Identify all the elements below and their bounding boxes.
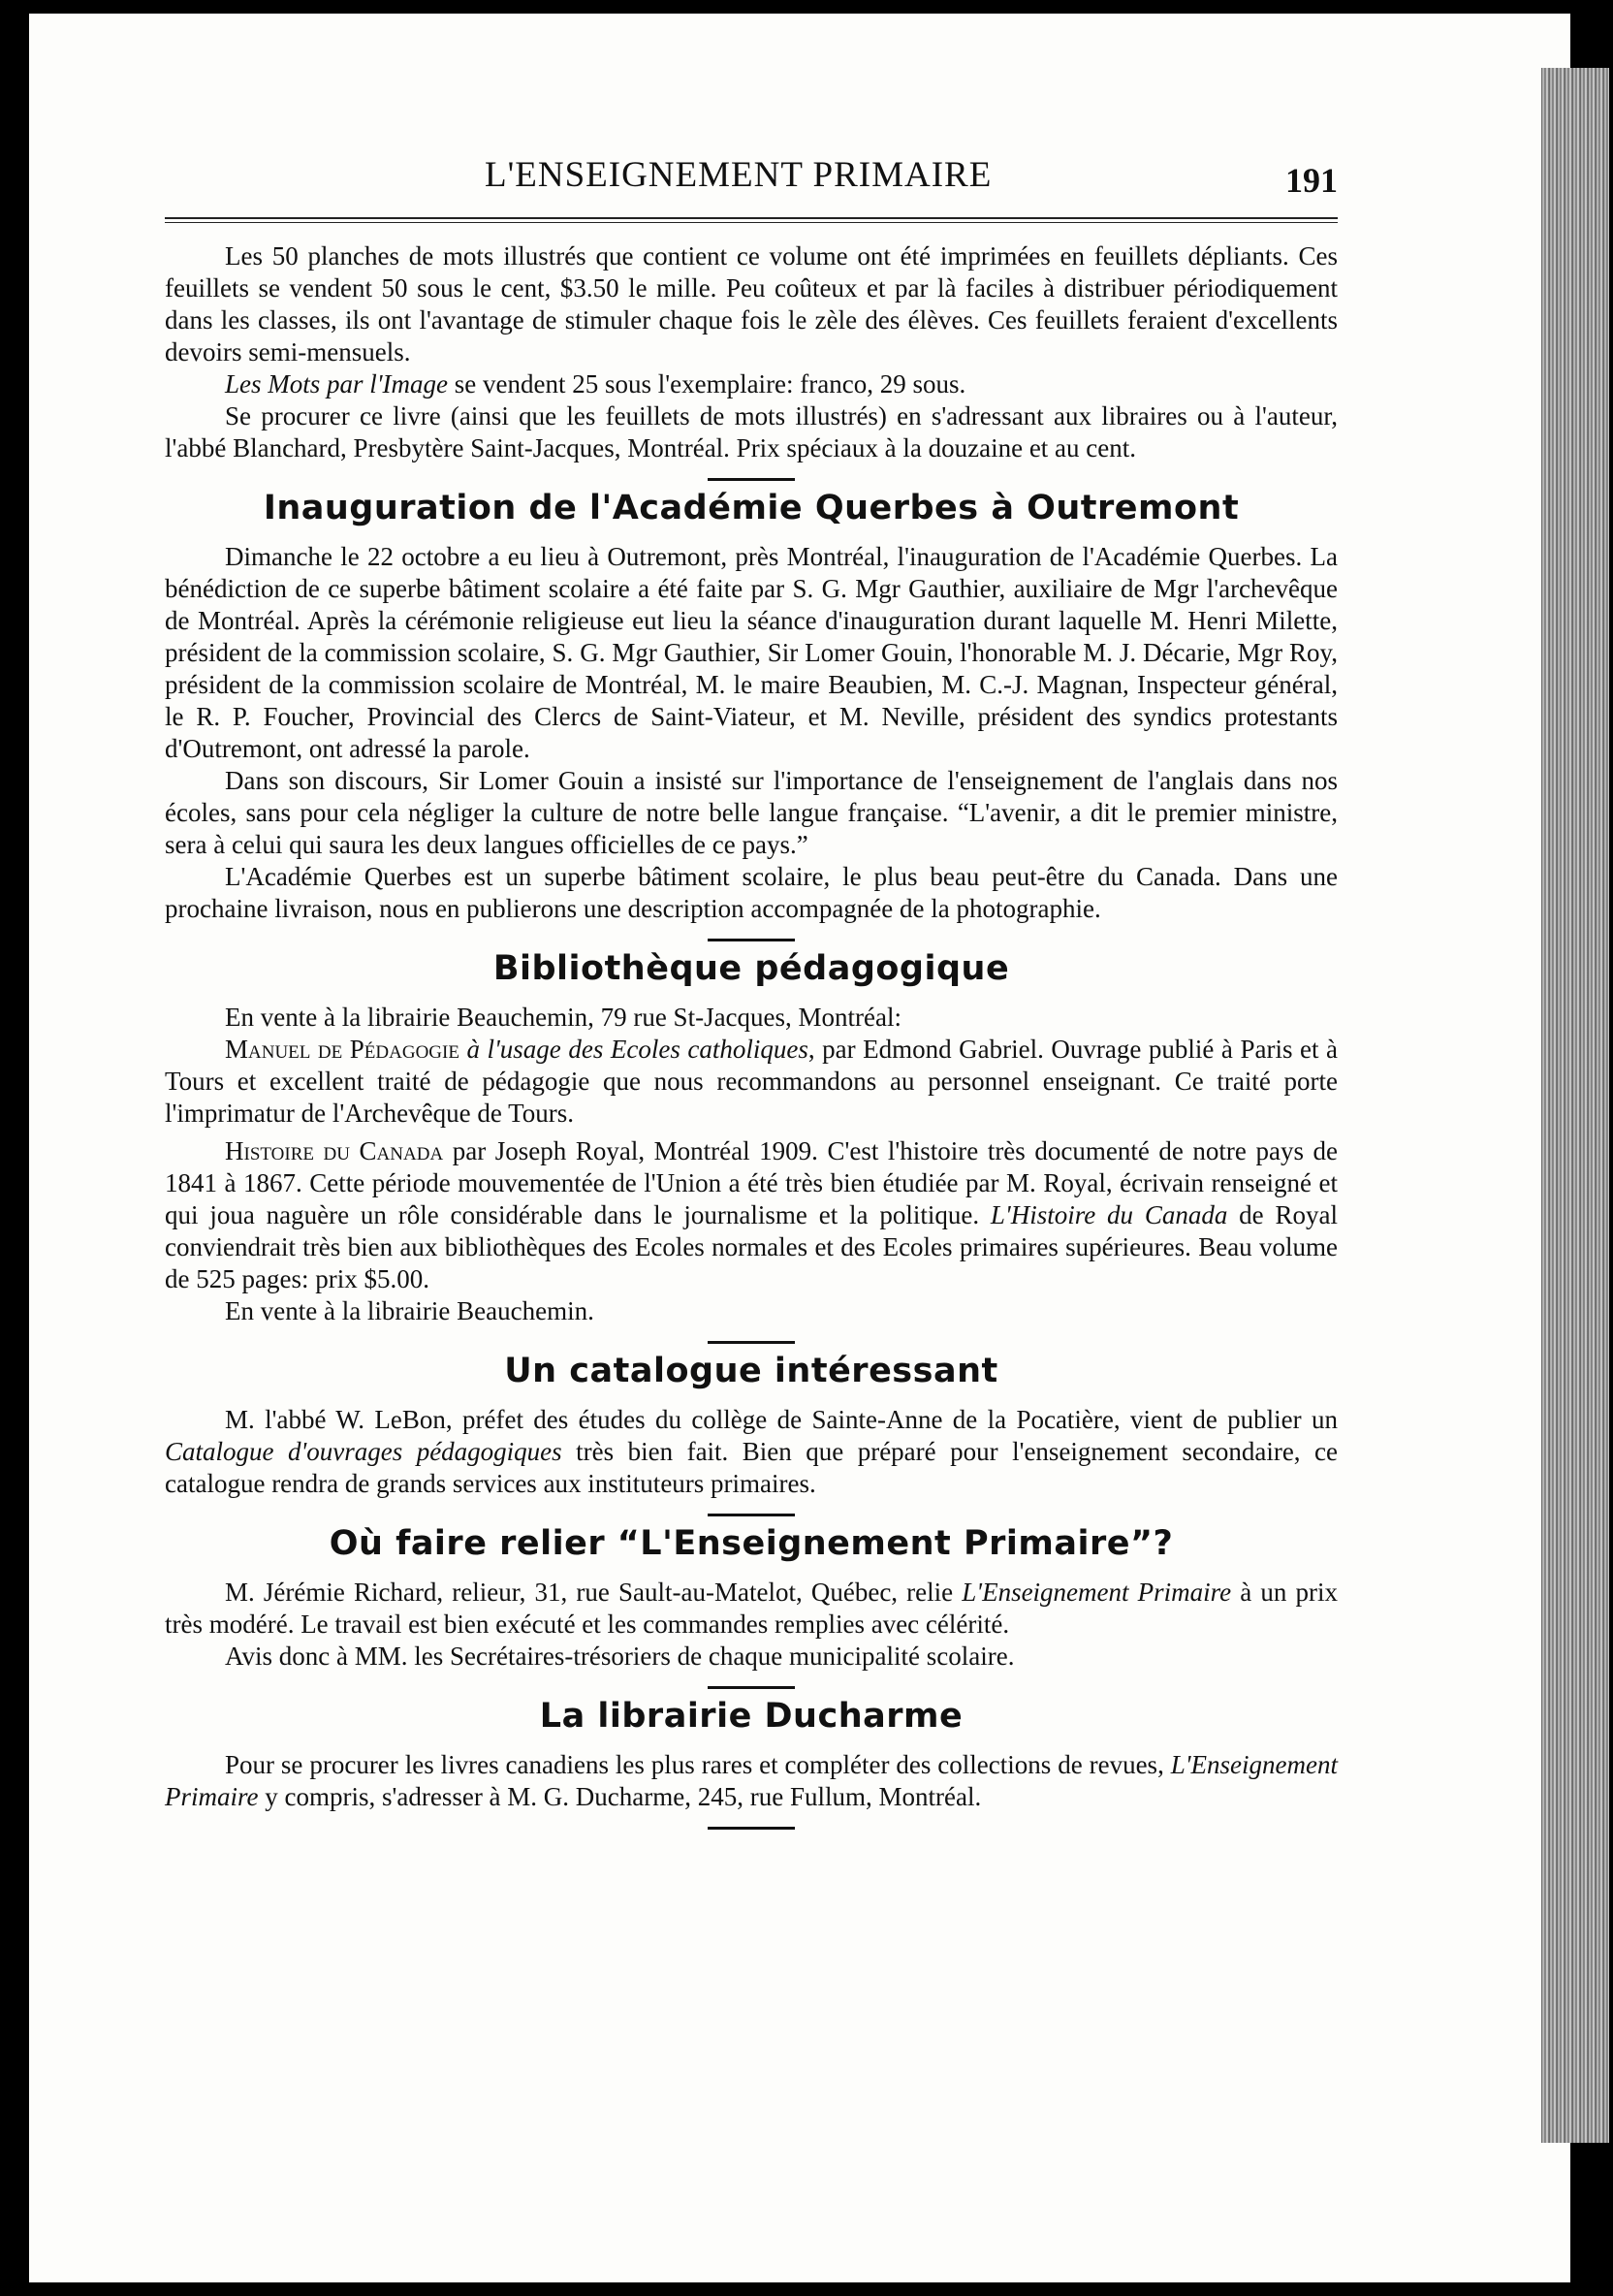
section-title-ducharme: La librairie Ducharme	[539, 1697, 964, 1736]
section-separator	[708, 1341, 795, 1344]
section-separator	[708, 1514, 795, 1516]
running-title: L'ENSEIGNEMENT PRIMAIRE	[485, 155, 993, 195]
intro-paragraph-2	[165, 368, 1338, 400]
bibliotheque-last: En vente à la librairie Beauchemin.	[225, 1296, 594, 1325]
section-title-catalogue: Un catalogue intéressant	[504, 1352, 998, 1390]
catalogue-italic-title: Catalogue d'ouvrages pédagogiques	[165, 1437, 562, 1466]
ducharme-paragraph	[165, 1749, 1338, 1813]
bibliotheque-book-1	[165, 1034, 1338, 1130]
section-separator	[708, 478, 795, 481]
bibliotheque-paragraph-1: En vente à la librairie Beauchemin, 79 rue St-Jacques, Montréal:	[225, 1003, 902, 1032]
relier-text-b: à un prix très modéré. Le travail est bien exécuté et les commandes remplies avec célérité.	[165, 1578, 1339, 1639]
book-1-title: Manuel de Pédagogie	[225, 1035, 459, 1064]
header-rule	[165, 217, 1338, 223]
running-head	[165, 155, 1338, 213]
book-page-edges	[1541, 68, 1609, 2143]
closing-separator	[708, 1827, 795, 1830]
book-2-description-b: de Royal conviendrait très bien aux bibliothèques des Ecoles normales et des Ecoles primaires supérieures. Beau volume de 525 pages: prix $5.00.	[165, 1200, 1338, 1293]
section-title-relier: Où faire relier “L'Enseignement Primaire”?	[329, 1524, 1174, 1563]
book-2-title: Histoire du Canada	[225, 1136, 444, 1165]
book-2-italic-title: L'Histoire du Canada	[990, 1200, 1228, 1229]
book-2-description-a: par Joseph Royal, Montréal 1909. C'est l'histoire très documenté de notre pays de 1841 à 1867. Cette période mouvementée de l'Union a été très bien étudiée par M. Royal, écrivain renseigné et qui joua naguère un rôle considérable dans le journalisme et la politique.	[165, 1136, 1339, 1229]
section-separator	[708, 939, 795, 941]
catalogue-text-b: très bien fait. Bien que préparé pour l'enseignement secondaire, ce catalogue rendra de grands services aux instituteurs primaires.	[165, 1437, 1338, 1498]
ducharme-italic-title: L'Enseignement Primaire	[165, 1750, 1338, 1811]
intro-paragraph-3: Se procurer ce livre (ainsi que les feuillets de mots illustrés) en s'adressant aux libraires ou à l'auteur, l'abbé Blanchard, Presbytère Saint-Jacques, Montréal. Prix spéciaux à la douzaine et au cent.	[165, 401, 1338, 462]
ducharme-text-a: Pour se procurer les livres canadiens les plus rares et compléter des collections de revues,	[225, 1750, 1171, 1779]
ducharme-text-b: y compris, s'adresser à M. G. Ducharme, 245, rue Fullum, Montréal.	[258, 1782, 982, 1811]
book-title-mots: Les Mots par l'Image	[225, 369, 449, 399]
bibliotheque-book-2	[165, 1135, 1338, 1295]
inauguration-paragraph-3: L'Académie Querbes est un superbe bâtiment scolaire, le plus beau peut-être du Canada. Dans une prochaine livraison, nous en publierons une description accompagnée de la photographie.	[165, 862, 1338, 923]
relier-text-a: M. Jérémie Richard, relieur, 31, rue Sault-au-Matelot, Québec, relie	[225, 1578, 963, 1607]
intro-paragraph-1: Les 50 planches de mots illustrés que contient ce volume ont été imprimées en feuillets dépliants. Ces feuillets se vendent 50 sous le cent, $3.50 le mille. Peu coûteux et par là faciles à distribuer périodiquement dans les classes, ils ont l'avantage de stimuler chaque fois le zèle des élèves. Ces feuillets feraient d'excellents devoirs semi-mensuels.	[165, 241, 1338, 367]
page-content	[165, 155, 1339, 1835]
section-separator	[708, 1686, 795, 1689]
relier-italic-title: L'Enseignement Primaire	[962, 1578, 1232, 1607]
book-1-subtitle: à l'usage des Ecoles catholiques	[459, 1035, 808, 1064]
relier-paragraph-2: Avis donc à MM. les Secrétaires-trésoriers de chaque municipalité scolaire.	[225, 1642, 1015, 1671]
section-title-inauguration: Inauguration de l'Académie Querbes à Outremont	[263, 489, 1240, 527]
book-page	[29, 14, 1570, 2282]
catalogue-text-a: M. l'abbé W. LeBon, préfet des études du collège de Sainte-Anne de la Pocatière, vient de publier un	[225, 1405, 1338, 1434]
inauguration-paragraph-2: Dans son discours, Sir Lomer Gouin a insisté sur l'importance de l'enseignement de l'anglais dans nos écoles, sans pour cela négliger la culture de notre belle langue française. “L'avenir, a dit le premier ministre, sera à celui qui saura les deux langues officielles de ce pays.”	[165, 766, 1338, 859]
inauguration-paragraph-1: Dimanche le 22 octobre a eu lieu à Outremont, près Montréal, l'inauguration de l'Académie Querbes. La bénédiction de ce superbe bâtiment scolaire a été faite par S. G. Mgr Gauthier, auxiliaire de Mgr l'archevêque de Montréal. Après la cérémonie religieuse eut lieu la séance d'inauguration durant laquelle M. Henri Milette, président de la commission scolaire, S. G. Mgr Gauthier, Sir Lomer Gouin, l'honorable M. J. Décarie, Mgr Roy, président de la commission scolaire de Montréal, M. le maire Beaubien, M. C.-J. Magnan, Inspecteur général, le R. P. Foucher, Provincial des Clercs de Saint-Viateur, et M. Neville, président des syndics protestants d'Outremont, ont adressé la parole.	[165, 542, 1338, 763]
book-1-description: , par Edmond Gabriel. Ouvrage publié à Paris et à Tours et excellent traité de pédagogie que nous recommandons au personnel enseignant. Ce traité porte l'imprimatur de l'Archevêque de Tours.	[165, 1035, 1338, 1128]
catalogue-paragraph	[165, 1404, 1338, 1500]
relier-paragraph-1	[165, 1577, 1338, 1641]
section-title-bibliotheque: Bibliothèque pédagogique	[492, 949, 1010, 988]
page-number: 191	[1285, 161, 1338, 200]
intro-paragraph-2-text: se vendent 25 sous l'exemplaire: franco, 29 sous.	[448, 369, 966, 399]
